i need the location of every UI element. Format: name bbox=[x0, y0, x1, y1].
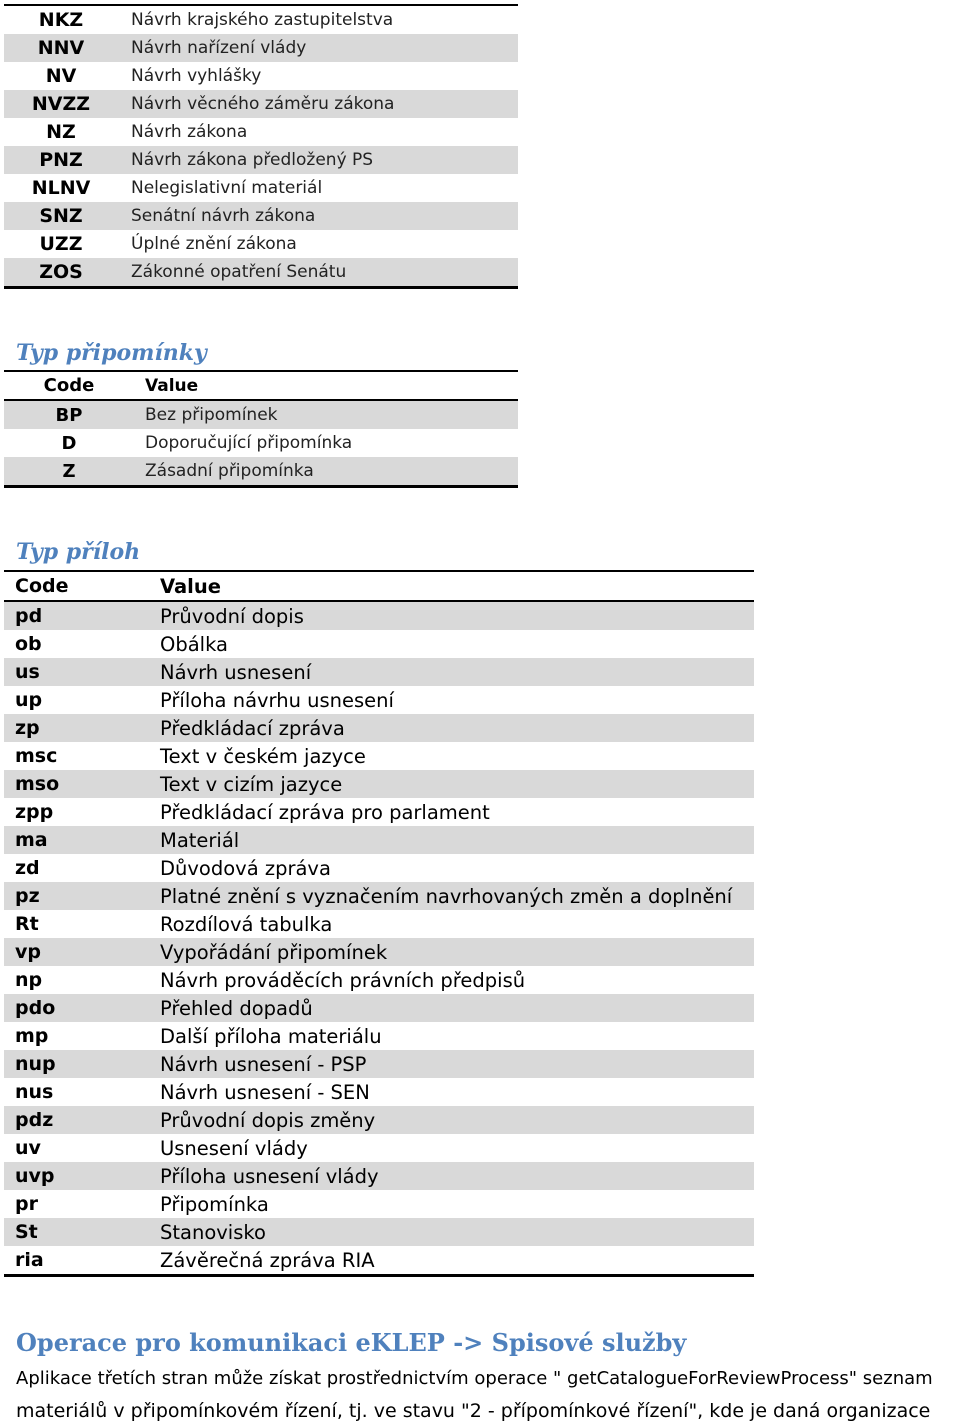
table-row bbox=[4, 826, 754, 854]
value-cell: Obálka bbox=[160, 632, 228, 656]
table-row bbox=[4, 882, 754, 910]
table-row bbox=[4, 658, 754, 686]
value-cell: Zákonné opatření Senátu bbox=[131, 262, 347, 282]
table-row bbox=[4, 910, 754, 938]
code-cell: NLNV bbox=[31, 177, 91, 199]
table-row bbox=[4, 994, 754, 1022]
code-cell: zpp bbox=[15, 801, 54, 823]
table-row bbox=[4, 1190, 754, 1218]
table-row bbox=[4, 1218, 754, 1246]
code-cell: zd bbox=[15, 857, 40, 879]
table-row bbox=[4, 34, 518, 62]
code-cell: uv bbox=[15, 1137, 41, 1159]
value-cell: Senátní návrh zákona bbox=[131, 206, 316, 226]
table-row bbox=[4, 202, 518, 230]
value-cell: Návrh zákona bbox=[131, 122, 248, 142]
table-row bbox=[4, 770, 754, 798]
code-cell: NZ bbox=[46, 121, 76, 143]
code-cell: pdo bbox=[15, 997, 56, 1019]
code-cell: NNV bbox=[37, 37, 85, 59]
code-cell: D bbox=[61, 432, 77, 454]
value-cell: Návrh zákona předložený PS bbox=[131, 150, 374, 170]
table-row bbox=[4, 854, 754, 882]
code-cell: SNZ bbox=[39, 205, 83, 227]
code-cell: nus bbox=[15, 1081, 54, 1103]
code-cell: np bbox=[15, 969, 43, 991]
paragraph-line-2: materiálů v připomínkovém řízení, tj. ve stavu "2 - přípomínkové řízení", kde je daná organizace bbox=[16, 1400, 931, 1422]
table-row bbox=[4, 6, 518, 34]
value-cell: Návrh vyhlášky bbox=[131, 66, 262, 86]
value-cell: Vypořádání připomínek bbox=[160, 940, 388, 964]
table-row bbox=[4, 1246, 754, 1274]
table-row bbox=[4, 742, 754, 770]
code-cell: BP bbox=[55, 404, 83, 426]
table-row bbox=[4, 457, 518, 485]
table-row bbox=[4, 1162, 754, 1190]
code-cell: msc bbox=[15, 745, 58, 767]
code-cell: UZZ bbox=[39, 233, 83, 255]
code-column-header: Code bbox=[43, 375, 95, 396]
value-cell: Návrh usnesení bbox=[160, 660, 312, 684]
value-cell: Důvodová zpráva bbox=[160, 856, 331, 880]
section-title: Operace pro komunikaci eKLEP -> Spisové služby bbox=[16, 1328, 687, 1357]
table-row bbox=[4, 90, 518, 118]
value-cell: Příloha usnesení vlády bbox=[160, 1164, 379, 1188]
table-row bbox=[4, 798, 754, 826]
value-cell: Návrh usnesení - PSP bbox=[160, 1052, 367, 1076]
table-row bbox=[4, 230, 518, 258]
code-cell: pd bbox=[15, 605, 43, 627]
value-cell: Úplné znění zákona bbox=[131, 234, 297, 254]
value-cell: Návrh nařízení vlády bbox=[131, 38, 307, 58]
code-cell: NV bbox=[45, 65, 77, 87]
value-cell: Doporučující připomínka bbox=[145, 433, 353, 453]
value-cell: Předkládací zpráva bbox=[160, 716, 345, 740]
comment-type-heading: Typ připomínky bbox=[16, 340, 207, 366]
code-cell: Z bbox=[62, 460, 76, 482]
code-cell: Rt bbox=[15, 913, 39, 935]
attachment-type-table bbox=[4, 570, 754, 1277]
table-header-row bbox=[4, 372, 518, 401]
code-cell: pdz bbox=[15, 1109, 54, 1131]
value-cell: Bez připomínek bbox=[145, 405, 278, 425]
table-row bbox=[4, 1050, 754, 1078]
code-cell: pz bbox=[15, 885, 40, 907]
paragraph-line-1: Aplikace třetích stran může získat prostřednictvím operace " getCatalogueForReviewProcess" seznam bbox=[16, 1368, 933, 1389]
value-cell: Nelegislativní materiál bbox=[131, 178, 323, 198]
table-row bbox=[4, 938, 754, 966]
code-cell: ob bbox=[15, 633, 42, 655]
table-row bbox=[4, 258, 518, 286]
value-cell: Přehled dopadů bbox=[160, 996, 313, 1020]
table-row bbox=[4, 174, 518, 202]
code-cell: vp bbox=[15, 941, 41, 963]
value-cell: Stanovisko bbox=[160, 1220, 266, 1244]
table-row bbox=[4, 602, 754, 630]
code-cell: St bbox=[15, 1221, 38, 1243]
table-row bbox=[4, 429, 518, 457]
value-cell: Předkládací zpráva pro parlament bbox=[160, 800, 490, 824]
code-cell: ma bbox=[15, 829, 48, 851]
value-cell: Připomínka bbox=[160, 1192, 269, 1216]
document-type-table bbox=[4, 4, 518, 289]
value-cell: Návrh krajského zastupitelstva bbox=[131, 10, 394, 30]
table-row bbox=[4, 401, 518, 429]
value-cell: Návrh usnesení - SEN bbox=[160, 1080, 370, 1104]
table-row bbox=[4, 630, 754, 658]
table-row bbox=[4, 686, 754, 714]
code-cell: PNZ bbox=[39, 149, 83, 171]
value-cell: Průvodní dopis změny bbox=[160, 1108, 376, 1132]
table-header-row bbox=[4, 572, 754, 602]
value-cell: Materiál bbox=[160, 828, 240, 852]
value-cell: Usnesení vlády bbox=[160, 1136, 308, 1160]
value-cell: Rozdílová tabulka bbox=[160, 912, 333, 936]
code-cell: mso bbox=[15, 773, 60, 795]
value-cell: Závěrečná zpráva RIA bbox=[160, 1248, 375, 1272]
table-row bbox=[4, 1078, 754, 1106]
value-cell: Návrh věcného záměru zákona bbox=[131, 94, 395, 114]
table-row bbox=[4, 714, 754, 742]
value-cell: Text v českém jazyce bbox=[160, 744, 366, 768]
table-row bbox=[4, 146, 518, 174]
value-cell: Návrh prováděcích právních předpisů bbox=[160, 968, 526, 992]
value-column-header: Value bbox=[160, 574, 221, 598]
value-cell: Další příloha materiálu bbox=[160, 1024, 382, 1048]
code-cell: pr bbox=[15, 1193, 38, 1215]
code-cell: ZOS bbox=[39, 261, 83, 283]
code-cell: us bbox=[15, 661, 40, 683]
value-column-header: Value bbox=[145, 375, 199, 396]
table-row bbox=[4, 1022, 754, 1050]
value-cell: Příloha návrhu usnesení bbox=[160, 688, 394, 712]
table-row bbox=[4, 62, 518, 90]
code-cell: mp bbox=[15, 1025, 49, 1047]
table-row bbox=[4, 1134, 754, 1162]
attachment-type-heading: Typ příloh bbox=[16, 539, 141, 565]
table-row bbox=[4, 966, 754, 994]
code-column-header: Code bbox=[15, 575, 69, 597]
code-cell: uvp bbox=[15, 1165, 55, 1187]
value-cell: Průvodní dopis bbox=[160, 604, 304, 628]
table-row bbox=[4, 1106, 754, 1134]
value-cell: Zásadní připomínka bbox=[145, 461, 314, 481]
code-cell: ria bbox=[15, 1249, 44, 1271]
value-cell: Platné znění s vyznačením navrhovaných změn a doplnění bbox=[160, 884, 733, 908]
code-cell: nup bbox=[15, 1053, 56, 1075]
table-row bbox=[4, 118, 518, 146]
code-cell: NKZ bbox=[38, 9, 84, 31]
code-cell: up bbox=[15, 689, 43, 711]
value-cell: Text v cizím jazyce bbox=[160, 772, 343, 796]
code-cell: NVZZ bbox=[31, 93, 91, 115]
code-cell: zp bbox=[15, 717, 40, 739]
comment-type-table bbox=[4, 370, 518, 488]
